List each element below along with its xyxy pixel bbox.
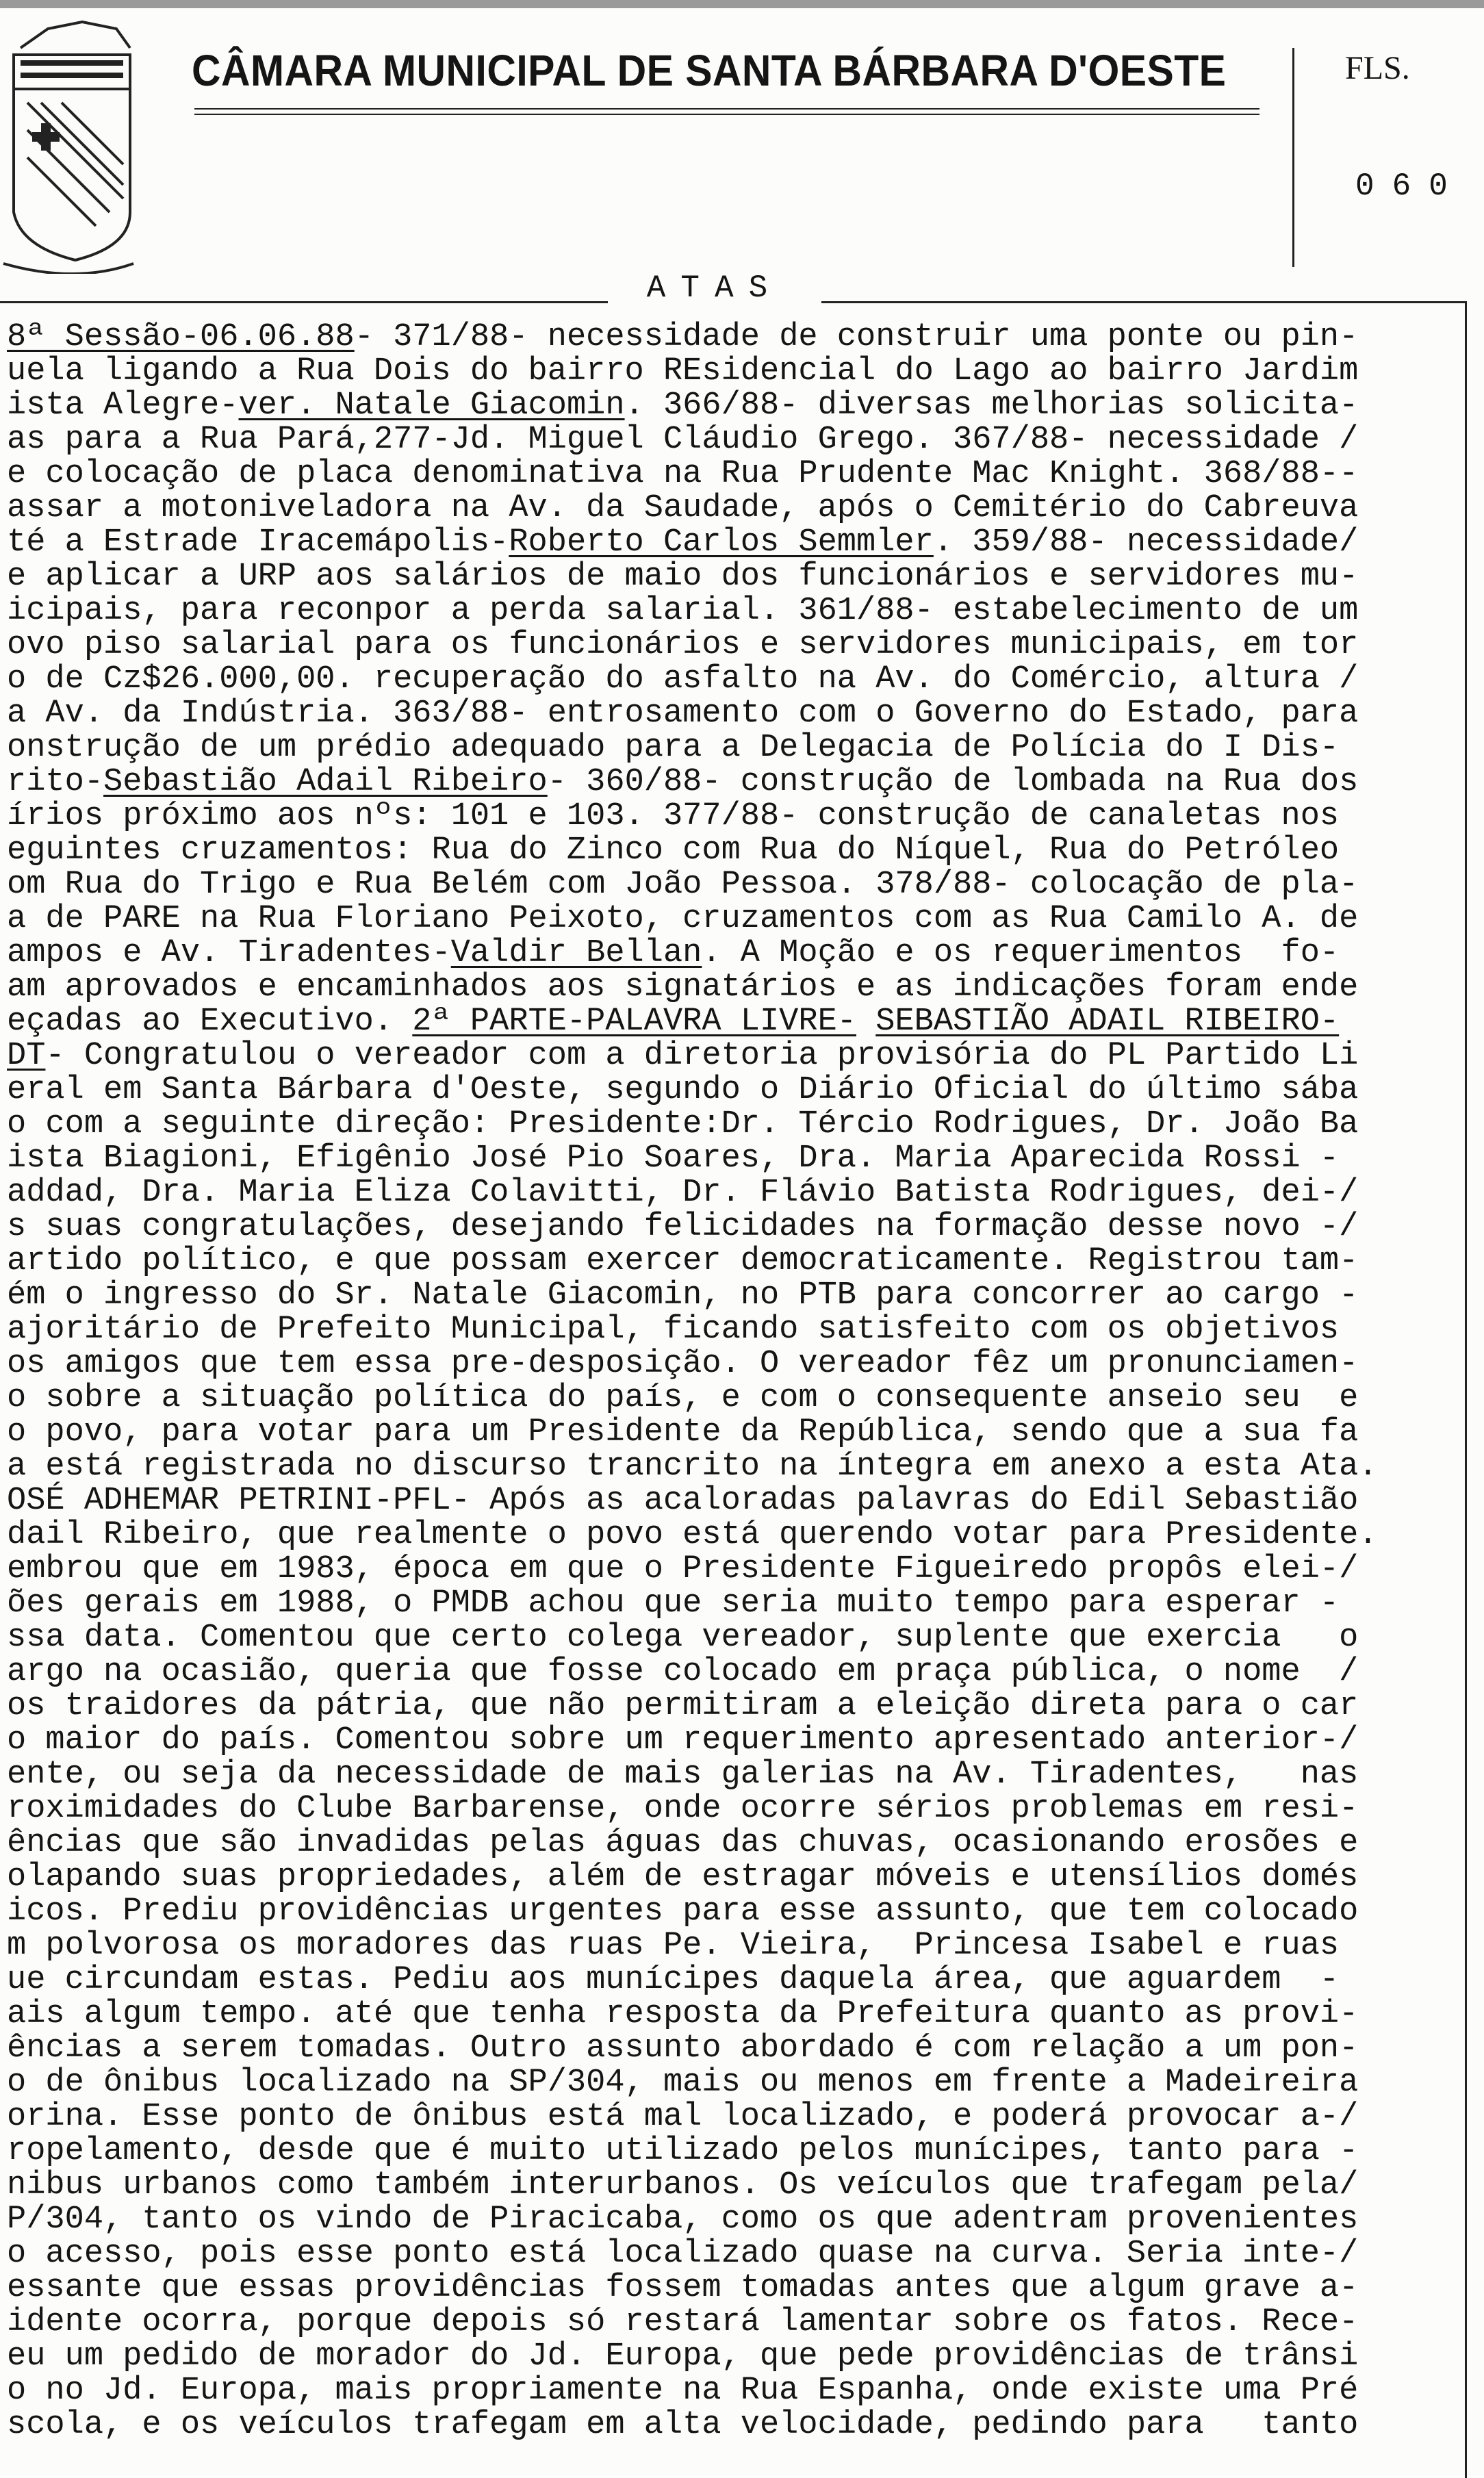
text-line [7, 1381, 1457, 1416]
text-run: as para a Rua Pará,277-Jd. Miguel Cláudio Grego. 367/88- necessidade / [7, 422, 1359, 458]
title-underline [194, 108, 1259, 115]
underlined-text: Valdir Bellan [450, 935, 702, 971]
text-run: . 366/88- diversas melhorias solicita- [624, 387, 1359, 424]
text-line [7, 2134, 1457, 2169]
text-run: té a Estrade Iracemápolis- [7, 524, 509, 561]
text-line [7, 800, 1457, 834]
text-run: a Av. da Indústria. 363/88- entrosamento com o Governo do Estado, para [7, 695, 1359, 732]
underlined-text: SEBASTIÃO ADAIL RIBEIRO- [875, 1004, 1340, 1040]
underlined-text: ver. Natale Giacomin [238, 387, 625, 424]
text-line [7, 1484, 1457, 1518]
text-run: P/304, tanto os vindo de Piracicaba, como os que adentram provenientes [7, 2201, 1359, 2238]
text-run: argo na ocasião, queria que fosse colocado em praça pública, o nome / [7, 1654, 1359, 1690]
text-run: a está registrada no discurso trancrito na íntegra em anexo a esta Ata. [7, 1448, 1378, 1485]
text-line [7, 697, 1457, 731]
text-line [7, 1210, 1457, 1244]
text-line [7, 2305, 1457, 2340]
text-run: ências a serem tomadas. Outro assunto abordado é com relação a um pon- [7, 2030, 1359, 2067]
text-run: o de ônibus localizado na SP/304, mais ou menos em frente a Madeireira [7, 2065, 1359, 2101]
text-line [7, 1108, 1457, 1142]
fls-label: FLS. [1345, 50, 1410, 86]
text-run: o maior do país. Comentou sobre um requerimento apresentado anterior-/ [7, 1722, 1359, 1759]
text-run: embrou que em 1983, época em que o Presidente Figueiredo propôs elei-/ [7, 1551, 1359, 1587]
text-line [7, 834, 1457, 868]
text-run: o povo, para votar para um Presidente da República, sendo que a sua fa [7, 1414, 1359, 1451]
text-line [7, 2271, 1457, 2305]
text-run: essante que essas providências fossem tomadas antes que algum grave a- [7, 2270, 1359, 2306]
underlined-text: DT [7, 1038, 46, 1074]
text-line [7, 1416, 1457, 1450]
text-run: OSÉ ADHEMAR PETRINI-PFL- Após as acaloradas palavras do Edil Sebastião [7, 1483, 1359, 1519]
text-run: ista Alegre- [7, 387, 239, 424]
text-line [7, 1724, 1457, 1758]
text-run: addad, Dra. Maria Eliza Colavitti, Dr. Flávio Batista Rodrigues, dei-/ [7, 1175, 1359, 1211]
text-run: eu um pedido de morador do Jd. Europa, que pede providências de trânsi [7, 2338, 1359, 2375]
text-line [7, 2408, 1457, 2442]
text-run [856, 1004, 875, 1040]
text-line [7, 765, 1457, 800]
text-line [7, 355, 1457, 389]
text-line [7, 1518, 1457, 1553]
text-line [7, 2203, 1457, 2237]
text-run: - 360/88- construção de lombada na Rua dos [547, 764, 1359, 800]
text-line [7, 389, 1457, 423]
text-run: dail Ribeiro, que realmente o povo está querendo votar para Presidente. [7, 1517, 1378, 1553]
text-run: - 371/88- necessidade de construir uma ponte ou pin- [354, 319, 1359, 355]
municipal-coat-of-arms [0, 14, 137, 274]
text-line [7, 1826, 1457, 1861]
text-run: ovo piso salarial para os funcionários e servidores municipais, em tor [7, 627, 1359, 663]
text-line [7, 1347, 1457, 1381]
header-divider [1292, 48, 1294, 267]
text-line [7, 628, 1457, 663]
text-run: ências que são invadidas pelas águas das chuvas, ocasionando erosões e [7, 1825, 1359, 1861]
text-line [7, 1963, 1457, 1997]
text-line [7, 594, 1457, 628]
text-run: orina. Esse ponto de ônibus está mal localizado, e poderá provocar a-/ [7, 2099, 1359, 2135]
text-run: eguintes cruzamentos: Rua do Zinco com Rua do Níquel, Rua do Petróleo [7, 832, 1340, 869]
text-run: idente ocorra, porque depois só restará lamentar sobre os fatos. Rece- [7, 2304, 1359, 2340]
text-run: eçadas ao Executivo. [7, 1004, 413, 1040]
text-line [7, 1895, 1457, 1929]
text-line [7, 868, 1457, 902]
text-run: nibus urbanos como também interurbanos. Os veículos que trafegam pela/ [7, 2167, 1359, 2204]
text-run: roximidades do Clube Barbarense, onde ocorre sérios problemas em resi- [7, 1791, 1359, 1827]
text-run: icipais, para reconpor a perda salarial. 361/88- estabelecimento de um [7, 593, 1359, 629]
text-line [7, 1142, 1457, 1176]
scan-top-border [0, 0, 1484, 8]
text-line [7, 1929, 1457, 1963]
text-line [7, 1553, 1457, 1587]
chamber-title: CÂMARA MUNICIPAL DE SANTA BÁRBARA D'OESTE [192, 46, 1227, 95]
text-run: assar a motoniveladora na Av. da Saudade, após o Cemitério do Cabreuva [7, 490, 1359, 526]
page-number: 060 [1355, 168, 1466, 204]
text-line [7, 1176, 1457, 1210]
text-run: ampos e Av. Tiradentes- [7, 935, 451, 971]
underlined-text: Roberto Carlos Semmler [509, 524, 934, 561]
text-line [7, 1450, 1457, 1484]
text-run: a de PARE na Rua Floriano Peixoto, cruzamentos com as Rua Camilo A. de [7, 901, 1359, 937]
text-run: os traidores da pátria, que não permitiram a eleição direta para o car [7, 1688, 1359, 1724]
text-line [7, 2237, 1457, 2271]
text-run: s suas congratulações, desejando felicidades na formação desse novo -/ [7, 1209, 1359, 1245]
text-run: ropelamento, desde que é muito utilizado pelos munícipes, tanto para - [7, 2133, 1359, 2169]
text-run: o acesso, pois esse ponto está localizado quase na curva. Seria inte-/ [7, 2236, 1359, 2272]
text-run: uela ligando a Rua Dois do bairro REsidencial do Lago ao bairro Jardim [7, 353, 1359, 389]
text-line [7, 2032, 1457, 2066]
text-line [7, 1792, 1457, 1826]
underlined-text: Sebastião Adail Ribeiro [103, 764, 548, 800]
text-run: e colocação de placa denominativa na Rua Prudente Mac Knight. 368/88-- [7, 456, 1359, 492]
text-run: ajoritário de Prefeito Municipal, ficando satisfeito com os objetivos [7, 1312, 1340, 1348]
text-line [7, 1997, 1457, 2032]
underlined-text: 2ª PARTE-PALAVRA LIVRE- [412, 1004, 857, 1040]
text-run: o sobre a situação política do país, e com o consequente anseio seu e [7, 1380, 1359, 1416]
text-line [7, 1313, 1457, 1347]
text-line [7, 1005, 1457, 1039]
text-run: o no Jd. Europa, mais propriamente na Rua Espanha, onde existe uma Pré [7, 2373, 1359, 2409]
text-line [7, 526, 1457, 560]
text-line [7, 457, 1457, 491]
text-run: om Rua do Trigo e Rua Belém com João Pessoa. 378/88- colocação de pla- [7, 867, 1359, 903]
text-line [7, 936, 1457, 971]
text-run: . A Moção e os requerimentos fo- [702, 935, 1340, 971]
text-run: ém o ingresso do Sr. Natale Giacomin, no PTB para concorrer ao cargo - [7, 1277, 1359, 1314]
text-line [7, 1279, 1457, 1313]
text-run: . 359/88- necessidade/ [933, 524, 1359, 561]
text-line [7, 1587, 1457, 1621]
text-line [7, 2374, 1457, 2408]
text-run: onstrução de um prédio adequado para a Delegacia de Polícia do I Dis- [7, 730, 1340, 766]
text-line [7, 320, 1457, 355]
text-run: m polvorosa os moradores das ruas Pe. Vieira, Princesa Isabel e ruas [7, 1928, 1340, 1964]
text-run: os amigos que tem essa pre-desposição. O vereador fêz um pronunciamen- [7, 1346, 1359, 1382]
text-line [7, 491, 1457, 526]
text-line [7, 1621, 1457, 1655]
text-run: scola, e os veículos trafegam em alta velocidade, pedindo para tanto [7, 2407, 1359, 2443]
text-run: eral em Santa Bárbara d'Oeste, segundo o Diário Oficial do último sába [7, 1072, 1359, 1108]
text-run: ais algum tempo. até que tenha resposta da Prefeitura quanto as provi- [7, 1996, 1359, 2032]
text-run: o com a seguinte direção: Presidente:Dr. Tércio Rodrigues, Dr. João Ba [7, 1106, 1359, 1142]
text-run: olapando suas propriedades, além de estragar móveis e utensílios domés [7, 1859, 1359, 1895]
text-line [7, 1861, 1457, 1895]
section-label: ATAS [608, 270, 821, 306]
text-run: ue circundam estas. Pediu aos munícipes daquela área, que aguardem - [7, 1962, 1340, 1998]
text-line [7, 1039, 1457, 1073]
underlined-text: 8ª Sessão-06.06.88 [7, 319, 355, 355]
text-line [7, 2340, 1457, 2374]
text-run: artido político, e que possam exercer democraticamente. Registrou tam- [7, 1243, 1359, 1279]
text-run: ista Biagioni, Efigênio José Pio Soares, Dra. Maria Aparecida Rossi - [7, 1140, 1340, 1177]
text-line [7, 1655, 1457, 1689]
text-line [7, 2066, 1457, 2100]
text-run: rito- [7, 764, 104, 800]
text-run: o de Cz$26.000,00. recuperação do asfalto na Av. do Comércio, altura / [7, 661, 1359, 698]
text-line [7, 1689, 1457, 1724]
text-line [7, 1073, 1457, 1108]
text-line [7, 560, 1457, 594]
text-run: ente, ou seja da necessidade de mais galerias na Av. Tiradentes, nas [7, 1757, 1359, 1793]
text-line [7, 423, 1457, 457]
text-line [7, 971, 1457, 1005]
text-run: - Congratulou o vereador com a diretoria provisória do PL Partido Li [45, 1038, 1359, 1074]
text-line [7, 2169, 1457, 2203]
text-run: ssa data. Comentou que certo colega vereador, suplente que exercia o [7, 1620, 1359, 1656]
text-line [7, 731, 1457, 765]
text-run: am aprovados e encaminhados aos signatários e as indicações foram ende [7, 969, 1359, 1006]
text-line [7, 2100, 1457, 2134]
text-run: icos. Prediu providências urgentes para esse assunto, que tem colocado [7, 1893, 1359, 1930]
text-line [7, 1244, 1457, 1279]
text-run: ões gerais em 1988, o PMDB achou que seria muito tempo para esperar - [7, 1585, 1340, 1622]
text-run: írios próximo aos nºs: 101 e 103. 377/88- construção de canaletas nos [7, 798, 1340, 834]
text-line [7, 902, 1457, 936]
minutes-body [7, 320, 1457, 2442]
text-run: e aplicar a URP aos salários de maio dos funcionários e servidores mu- [7, 559, 1359, 595]
text-line [7, 663, 1457, 697]
text-line [7, 1758, 1457, 1792]
